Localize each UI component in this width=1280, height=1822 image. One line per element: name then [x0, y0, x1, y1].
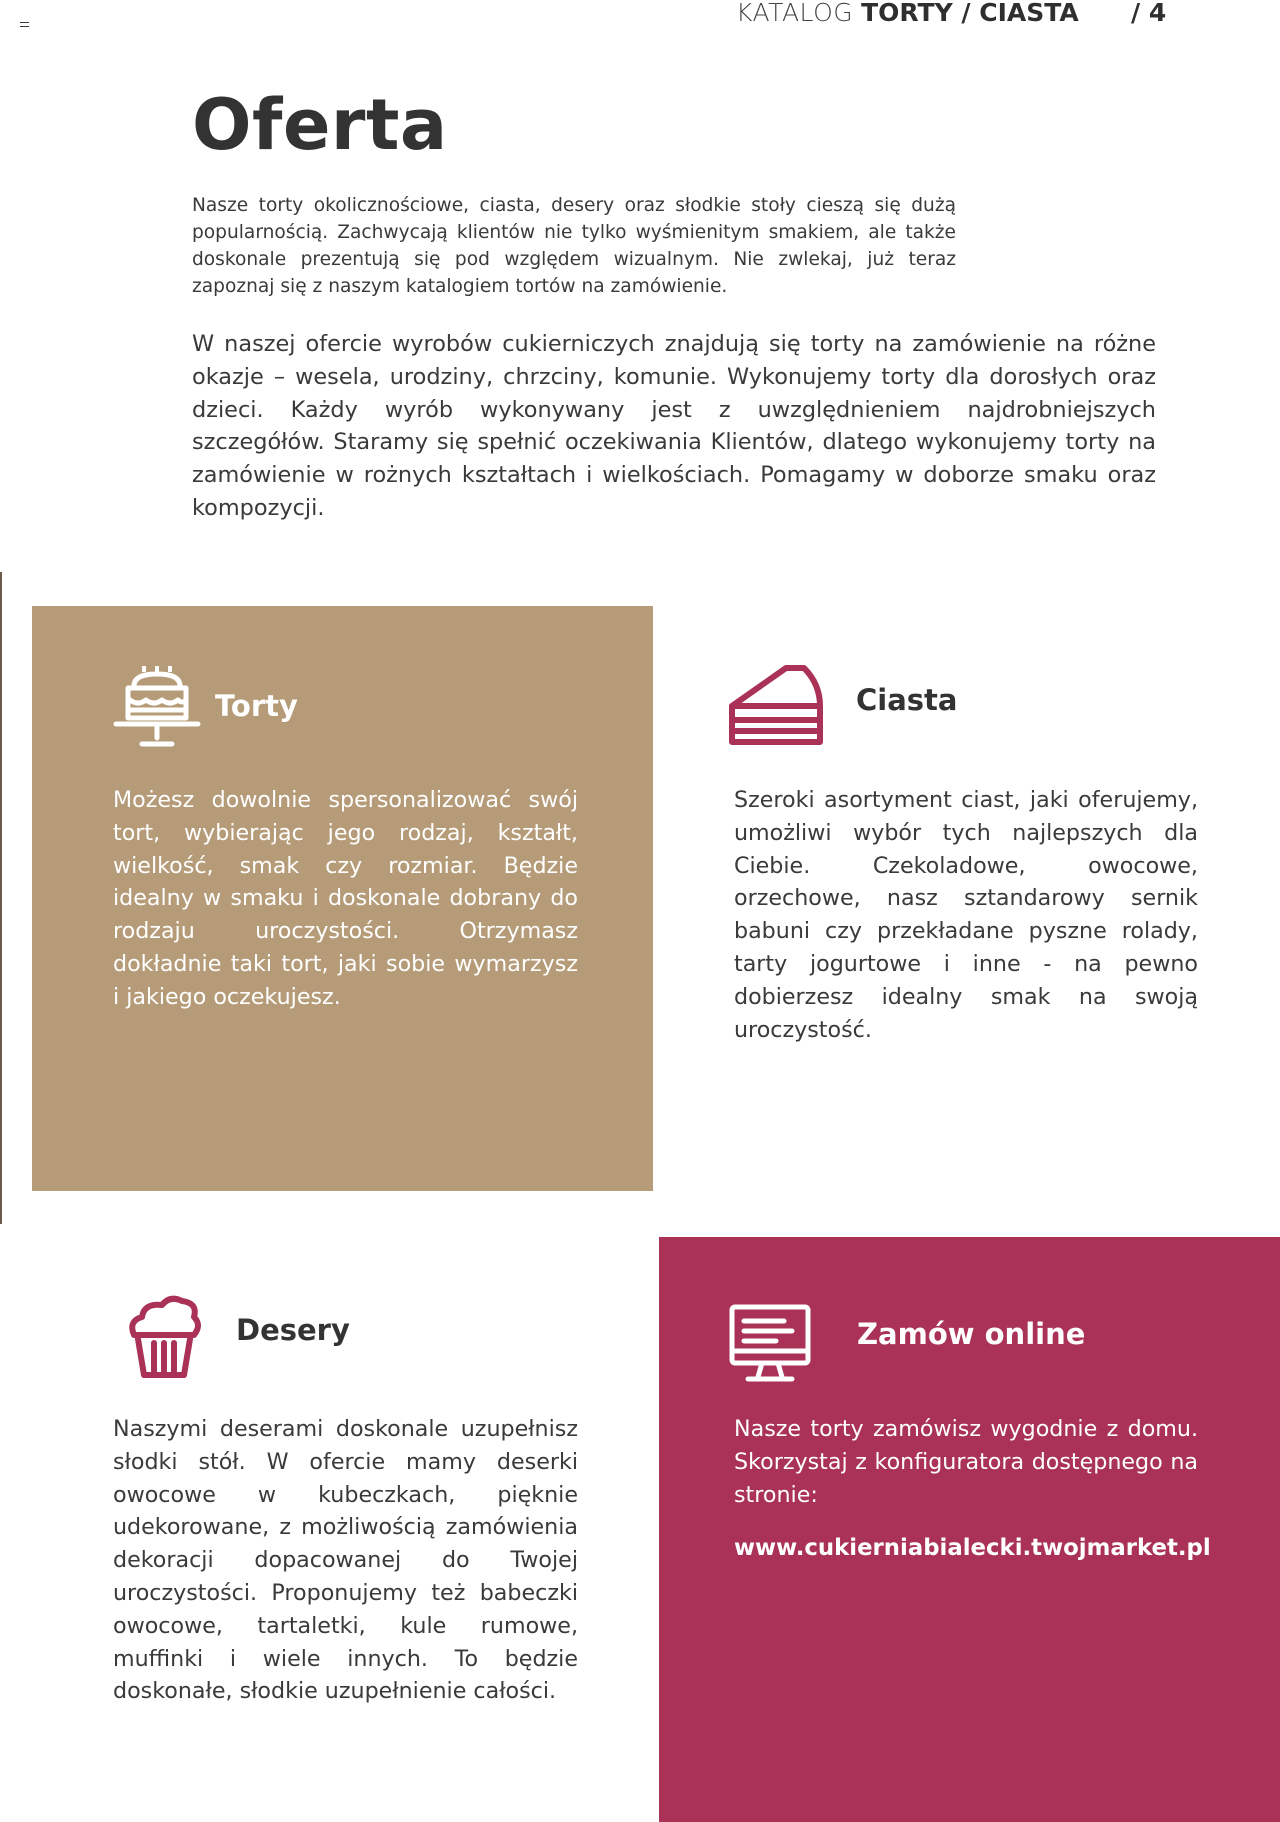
desery-title: Desery [236, 1313, 350, 1347]
catalog-header [736, 0, 1167, 28]
online-title: Zamów online [857, 1317, 1086, 1351]
ciasta-text: Szeroki asortyment ciast, jaki oferujemy, umożliwi wybór tych najlepszych dla Ciebie. Czekoladowe, owocowe, orzechowe, nasz sztandarowy sernik babuni czy przekładane pyszne rolady, tarty jogurtowe i inne - na pewno dobierzesz idealny smak na swoją uroczystość. [734, 787, 1198, 1043]
left-edge-rule [0, 572, 2, 1224]
lead-paragraph: W naszej ofercie wyrobów cukierniczych znajdują się torty na zamówienie na różne okazje – wesela, urodziny, chrzciny, komunie. Wykonujemy torty dla dorosłych oraz dzieci. Każdy wyrób wykonywany jest z uwzględnieniem najdrobniejszych szczegółów. Staramy się spełnić oczekiwania Klientów, dlatego wykonujemy torty na zamówienie w rożnych kształtach i wielkościach. Pomagamy w doborze smaku oraz kompozycji. [192, 331, 1156, 521]
shop-link[interactable]: www.cukierniabialecki.twojmarket.pl [734, 1535, 1211, 1561]
torty-title: Torty [215, 689, 298, 723]
cake-stand-icon [112, 664, 202, 750]
page-title: Oferta [192, 84, 448, 166]
cake-slice-icon [728, 664, 824, 746]
catalog-section: TORTY / CIASTA [861, 0, 1079, 27]
desery-text: Naszymi deserami doskonale uzupełnisz słodki stół. W ofercie mamy deserki owocowe w kubeczkach, pięknie udekorowane, z możliwością zamówienia dekoracji dopacowanej do Twojej uroczystości. Proponujemy też babeczki owocowe, tartaletki, kule rumowe, muffinki i wiele innych. To będzie doskonałe, słodkie uzupełnienie całości. [113, 1416, 578, 1705]
online-text: Nasze torty zamówisz wygodnie z domu. Skorzystaj z konfiguratora dostępnego na stronie: [734, 1416, 1198, 1508]
ciasta-title: Ciasta [856, 683, 958, 717]
page-number: / 4 [1131, 0, 1167, 27]
cupcake-icon [124, 1291, 204, 1379]
torty-text: Możesz dowolnie spersonalizować swój tort, wybierając jego rodzaj, kształt, wielkość, smak czy rozmiar. Będzie idealny w smaku i doskonale dobrany do rodzaju uroczystości. Otrzymasz dokładnie taki tort, jaki sobie wymarzysz i jakiego oczekujesz. [113, 787, 578, 1010]
catalog-word: KATALOG [736, 0, 854, 27]
intro-paragraph: Nasze torty okolicznościowe, ciasta, desery oraz słodkie stoły cieszą się dużą popularnością. Zachwycają klientów nie tylko wyśmienitym smakiem, ale także doskonale prezentują się pod względem wizualnym. Nie zwlekaj, już teraz zapoznaj się z naszym katalogiem tortów na zamówienie. [192, 195, 956, 297]
computer-monitor-icon [728, 1303, 812, 1385]
corner-mark [20, 22, 29, 27]
